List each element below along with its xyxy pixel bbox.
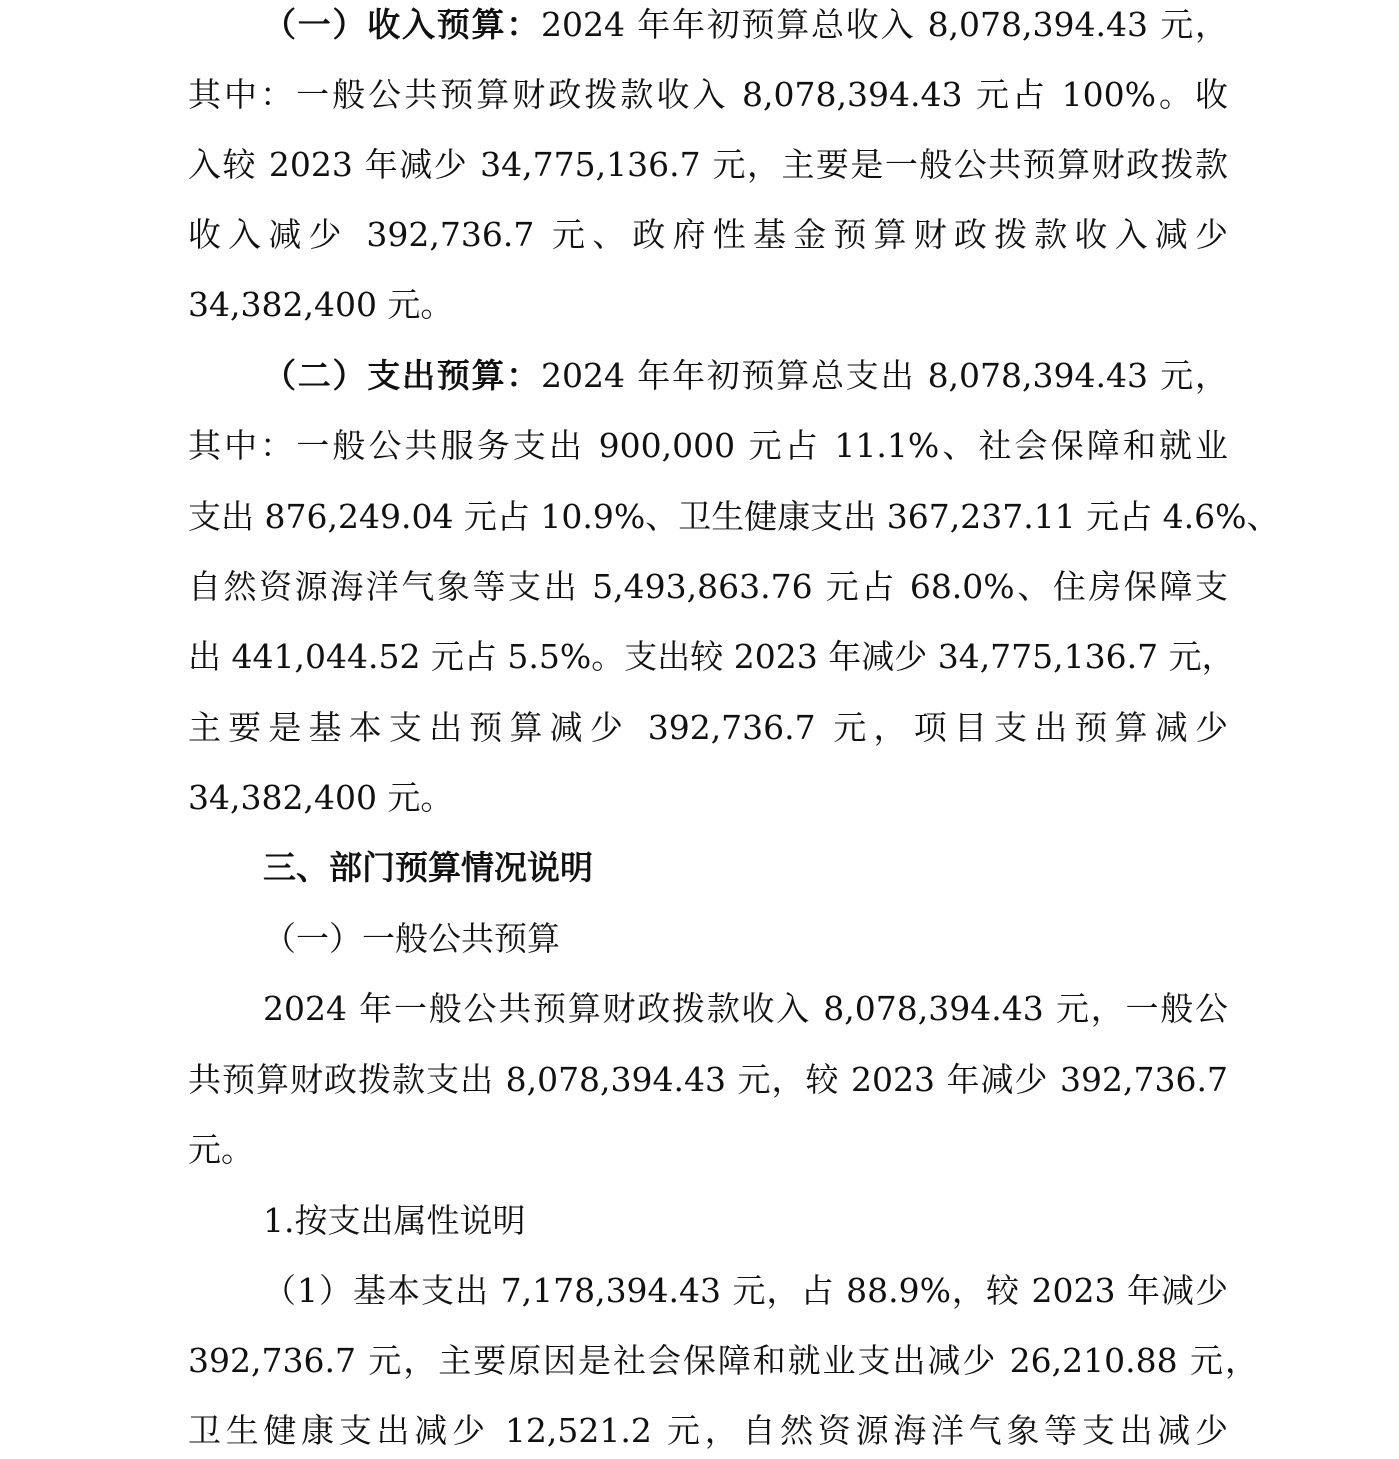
income-budget-line-5: 34,382,400 元。 [188,285,454,324]
expense-budget-line-3: 支出 876,249.04 元占 10.9%、卫生健康支出 367,237.11 元占 4.6%、 [188,497,1280,536]
general-budget-line-2: 共预算财政拨款支出 8,078,394.43 元，较 2023 年减少 392,736.7 [188,1060,1228,1099]
expense-budget-line-1 [263,348,1228,404]
expense-budget-line-4: 自然资源海洋气象等支出 5,493,863.76 元占 68.0%、住房保障支 [188,567,1228,606]
general-budget-line-1: 2024 年一般公共预算财政拨款收入 8,078,394.43 元，一般公 [263,989,1228,1028]
expense-budget-line-6: 主要是基本支出预算减少 392,736.7 元，项目支出预算减少 [188,708,1228,747]
basic-expense-line-1: （1）基本支出 7,178,394.43 元，占 88.9%，较 2023 年减少 [263,1271,1228,1310]
income-budget-label: （一）收入预算： [263,5,542,44]
section-heading-department-budget: 三、部门预算情况说明 [263,848,593,887]
expense-budget-line-2: 其中：一般公共服务支出 900,000 元占 11.1%、社会保障和就业 [188,426,1228,465]
document-page [188,0,1280,1458]
general-budget-line-3: 元。 [188,1130,254,1169]
income-budget-text: 2024 年年初预算总收入 8,078,394.43 元， [541,5,1228,44]
expense-budget-label: （二）支出预算： [263,356,542,395]
income-budget-line-3: 入较 2023 年减少 34,775,136.7 元，主要是一般公共预算财政拨款 [188,145,1228,184]
income-budget-line-4: 收入减少 392,736.7 元、政府性基金预算财政拨款收入减少 [188,215,1228,254]
income-budget-line-1 [263,0,1228,53]
basic-expense-line-2: 392,736.7 元，主要原因是社会保障和就业支出减少 26,210.88 元， [188,1341,1258,1380]
basic-expense-line-3: 卫生健康支出减少 12,521.2 元，自然资源海洋气象等支出减少 [188,1411,1228,1450]
subheading-general-public-budget: （一）一般公共预算 [263,919,560,958]
expense-budget-line-5: 出 441,044.52 元占 5.5%。支出较 2023 年减少 34,775,136.7 元， [188,637,1235,676]
expense-budget-line-7: 34,382,400 元。 [188,778,454,817]
expense-budget-text: 2024 年年初预算总支出 8,078,394.43 元， [541,356,1228,395]
income-budget-line-2: 其中：一般公共预算财政拨款收入 8,078,394.43 元占 100%。收 [188,75,1228,114]
item-heading-expense-attribute: 1.按支出属性说明 [263,1201,526,1240]
